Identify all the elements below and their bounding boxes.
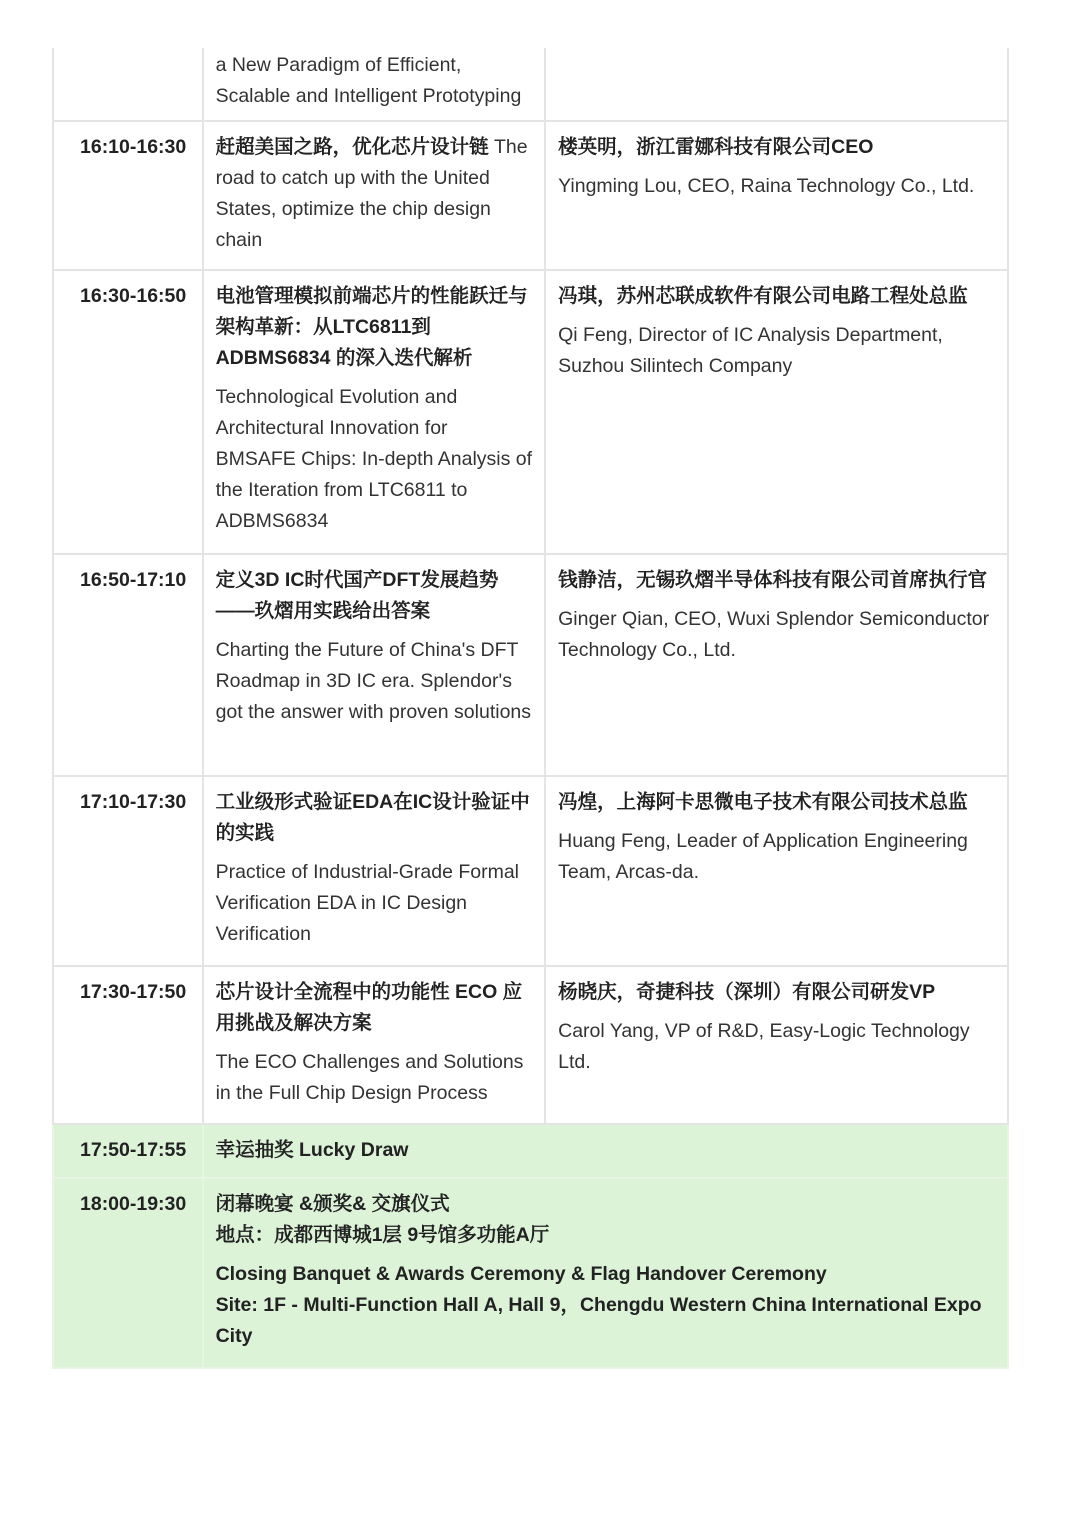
session-time (53, 48, 203, 121)
speaker-en: Huang Feng, Leader of Application Engineering Team, Arcas-da. (558, 830, 968, 883)
session-speaker (545, 554, 1008, 776)
topic-en: Technological Evolution and Architectural Innovation for BMSAFE Chips: In-depth Analysis of the Iteration from LTC6811 to ADBMS6834 (215, 386, 533, 532)
topic-en: The ECO Challenges and Solutions in the Full Chip Design Process (215, 1051, 524, 1104)
session-topic (203, 121, 546, 270)
topic-cn: 电池管理模拟前端芯片的性能跃迁与架构革新：从LTC6811到ADBMS6834 的深入迭代解析 (215, 285, 528, 369)
table-row (53, 121, 1008, 270)
banquet-site-cn: 地点：成都西博城1层 9号馆多功能A厅 (215, 1224, 550, 1246)
session-topic (203, 270, 546, 554)
session-time: 18:00-19:30 (53, 1178, 203, 1368)
session-time: 16:30-16:50 (53, 270, 203, 554)
session-speaker (545, 270, 1008, 554)
speaker-cn: 楼英明，浙江雷娜科技有限公司CEO (558, 136, 874, 158)
lucky-draw-title: 幸运抽奖 Lucky Draw (215, 1139, 409, 1161)
session-time: 17:10-17:30 (53, 776, 203, 966)
session-topic (203, 1178, 1008, 1368)
table-row (53, 270, 1008, 554)
speaker-cn: 冯煌，上海阿卡思微电子技术有限公司技术总监 (558, 791, 968, 813)
speaker-en: Yingming Lou, CEO, Raina Technology Co., Ltd. (558, 175, 975, 197)
banquet-title-cn: 闭幕晚宴 &颁奖& 交旗仪式 (215, 1193, 450, 1215)
topic-cn: 工业级形式验证EDA在IC设计验证中的实践 (215, 791, 530, 844)
speaker-cn: 钱静洁，无锡玖熠半导体科技有限公司首席执行官 (558, 569, 988, 591)
speaker-en: Ginger Qian, CEO, Wuxi Splendor Semiconductor Technology Co., Ltd. (558, 608, 990, 661)
session-topic (203, 554, 546, 776)
table-row-highlight (53, 1178, 1008, 1368)
table-row (53, 776, 1008, 966)
topic-en: The road to catch up with the United States, optimize the chip design chain (215, 136, 528, 251)
banquet-title-en: Closing Banquet & Awards Ceremony & Flag Handover Ceremony (215, 1263, 827, 1285)
agenda-table (52, 48, 1009, 1369)
speaker-en: Carol Yang, VP of R&D, Easy-Logic Technology Ltd. (558, 1020, 970, 1073)
session-time: 17:50-17:55 (53, 1124, 203, 1178)
speaker-cn: 杨晓庆，奇捷科技（深圳）有限公司研发VP (558, 981, 936, 1003)
session-time: 16:50-17:10 (53, 554, 203, 776)
speaker-cn: 冯琪，苏州芯联成软件有限公司电路工程处总监 (558, 285, 968, 307)
topic-cn: 赶超美国之路，优化芯片设计链 (215, 136, 489, 158)
speaker-en: Qi Feng, Director of IC Analysis Department, Suzhou Silintech Company (558, 324, 943, 377)
topic-en: Charting the Future of China's DFT Roadmap in 3D IC era. Splendor's got the answer with proven solutions (215, 639, 532, 723)
topic-cn: 定义3D IC时代国产DFT发展趋势——玖熠用实践给出答案 (215, 569, 499, 622)
table-row (53, 554, 1008, 776)
topic-cn: 芯片设计全流程中的功能性 ECO 应用挑战及解决方案 (215, 981, 523, 1034)
session-topic (203, 48, 546, 121)
table-row (53, 966, 1008, 1124)
session-speaker (545, 48, 1008, 121)
session-topic (203, 1124, 1008, 1178)
table-row (53, 48, 1008, 121)
session-topic (203, 966, 546, 1124)
table-row-highlight (53, 1124, 1008, 1178)
session-time: 16:10-16:30 (53, 121, 203, 270)
topic-en: a New Paradigm of Efficient, Scalable and Intelligent Prototyping (215, 54, 522, 107)
session-speaker (545, 966, 1008, 1124)
session-time: 17:30-17:50 (53, 966, 203, 1124)
session-topic (203, 776, 546, 966)
topic-en: Practice of Industrial-Grade Formal Verification EDA in IC Design Verification (215, 861, 520, 945)
session-speaker (545, 121, 1008, 270)
session-speaker (545, 776, 1008, 966)
banquet-site-en: Site: 1F - Multi-Function Hall A, Hall 9，Chengdu Western China International Expo City (215, 1294, 982, 1347)
